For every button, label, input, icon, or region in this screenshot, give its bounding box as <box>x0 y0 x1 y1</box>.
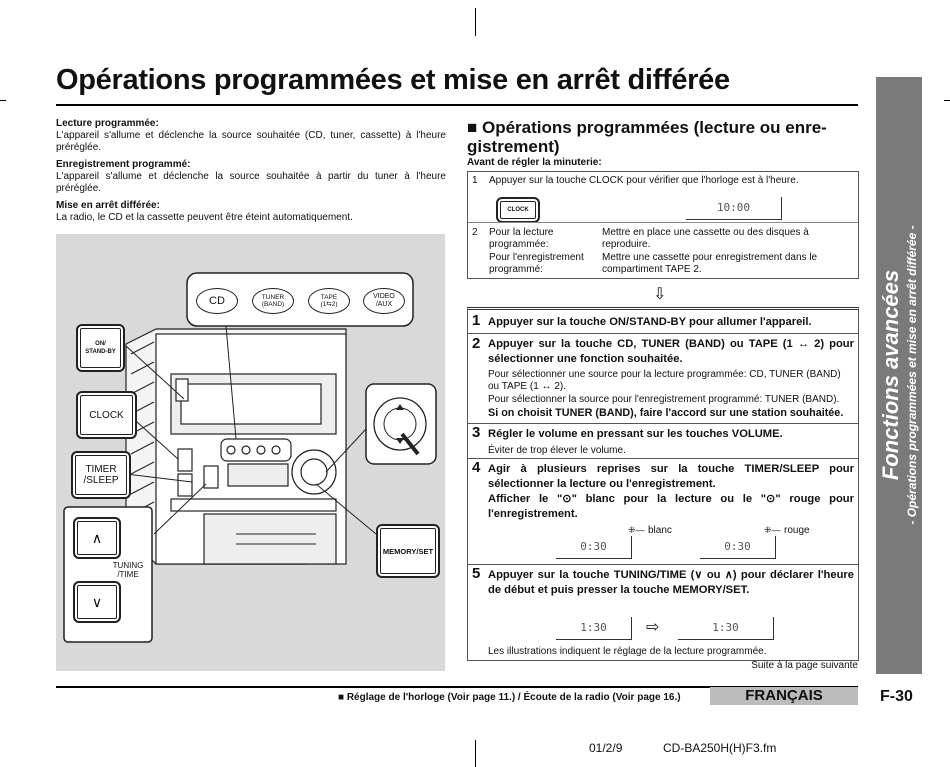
preparation-box <box>467 171 859 279</box>
step-divider <box>468 458 858 459</box>
lcd-start: 1:30 <box>556 617 632 640</box>
continued-note: Suite à la page suivante <box>751 660 858 671</box>
down-arrow-icon: ⇩ <box>653 286 667 303</box>
video-aux-button[interactable]: VIDEO /AUX <box>363 288 405 314</box>
crop-mark-bottom <box>475 740 476 767</box>
step-number: 3 <box>472 424 481 441</box>
before-label: Avant de régler la minuterie: <box>467 157 602 168</box>
crop-mark-top <box>475 8 476 36</box>
intro-heading: Enregistrement programmé: <box>56 159 191 170</box>
rec-label: Pour l'enregistrement programmé: <box>489 252 584 275</box>
intro-text: La radio, le CD et la cassette peuvent être éteint automatiquement. <box>56 212 353 223</box>
page-number: F-30 <box>880 688 913 705</box>
step-number: 5 <box>472 565 481 582</box>
step-bold-note: Si on choisit TUNER (BAND), faire l'accord sur une station souhaitée. <box>488 407 844 419</box>
step-divider <box>468 333 858 334</box>
label-red: rouge <box>784 525 810 536</box>
step-note: Pour sélectionner la source pour l'enregistrement programmé: TUNER (BAND). <box>488 394 840 405</box>
steps-box <box>467 307 859 661</box>
clock-button-small: CLOCK <box>496 197 540 223</box>
label-white: blanc <box>648 525 672 536</box>
intro-heading: Lecture programmée: <box>56 118 159 129</box>
step-note: Pour sélectionner une source pour la lecture programmée: CD, TUNER (BAND) ou TAPE (1 ↔ 2). <box>488 369 841 392</box>
step-number: 2 <box>472 335 481 352</box>
lcd-end: 1:30 <box>678 617 774 640</box>
footer-note: ■ Réglage de l'horloge (Voir page 11.) / Écoute de la radio (Voir page 16.) <box>338 692 681 703</box>
step-text: Régler le volume en pressant sur les touches VOLUME. <box>488 428 783 440</box>
timer-icon: ⁜— <box>628 525 645 535</box>
step-note: Les illustrations indiquent le réglage de la lecture programmée. <box>488 646 767 657</box>
step-note: Éviter de trop élever le volume. <box>488 445 626 456</box>
intro-heading: Mise en arrêt différée: <box>56 200 160 211</box>
step-divider <box>468 423 858 424</box>
cd-button[interactable]: CD <box>196 288 238 314</box>
step-number: 1 <box>472 312 481 329</box>
sidebar-text <box>878 75 920 675</box>
step-divider <box>468 564 858 565</box>
crop-mark-left <box>0 100 6 101</box>
page-title: Opérations programmées et mise en arrêt différée <box>56 64 730 96</box>
timer-icon: ⁜— <box>764 525 781 535</box>
title-rule <box>56 104 858 106</box>
stereo-illustration <box>56 234 445 671</box>
memory-set-button[interactable]: MEMORY/SET <box>376 524 440 578</box>
step-text: Appuyer sur la touche CD, TUNER (BAND) ou TAPE (1 ↔ 2) pour sélectionner une fonction souhaitée. <box>488 338 854 365</box>
chevron-down-icon: ∨ <box>91 593 103 610</box>
tuner-band-button[interactable]: TUNER (BAND) <box>252 288 294 314</box>
step-text: Appuyer sur la touche TUNING/TIME (∨ ou ∧) pour déclarer l'heure de début et puis presser la touche MEMORY/SET. <box>488 569 854 596</box>
timer-sleep-button[interactable]: TIMER /SLEEP <box>71 451 131 499</box>
step-text: Afficher le "⊙" blanc pour la lecture ou le "⊙" rouge pour l'enregistrement. <box>488 493 854 520</box>
sidebar-main: Fonctions avancées <box>878 269 903 481</box>
language-tab: FRANÇAIS <box>710 687 858 705</box>
chevron-up-icon: ∧ <box>91 529 103 546</box>
play-label: Pour la lecture programmée: <box>489 227 554 250</box>
step-text: Agir à plusieurs reprises sur la touche TIMER/SLEEP pour sélectionner la lecture ou l'enregistrement. <box>488 463 854 490</box>
intro <box>56 118 446 224</box>
on-standby-button[interactable]: ON/ STAND-BY <box>76 324 125 372</box>
step-number: 4 <box>472 459 481 476</box>
lcd-red: 0:30 <box>700 536 776 559</box>
rec-text: Mettre une cassette pour enregistrement dans le compartiment TAPE 2. <box>602 252 818 275</box>
section-heading: ■ Opérations programmées (lecture ou enre- gistrement) <box>467 118 827 156</box>
tape-button[interactable]: TAPE (1⇆2) <box>308 288 350 314</box>
intro-text: L'appareil s'allume et déclenche la source souhaitée (CD, tuner, cassette) à l'heure préréglée. <box>56 130 446 153</box>
lcd-white: 0:30 <box>556 536 632 559</box>
prep-number: 1 <box>472 175 478 186</box>
tuning-up-button[interactable] <box>73 517 121 559</box>
prep-number: 2 <box>472 227 478 238</box>
clock-button[interactable]: CLOCK <box>76 391 137 439</box>
print-date: 01/2/9 <box>589 741 623 755</box>
prep-item1: Appuyer sur la touche CLOCK pour vérifier que l'horloge est à l'heure. <box>489 175 799 186</box>
prep-divider <box>468 222 858 223</box>
step-text: Appuyer sur la touche ON/STAND-BY pour allumer l'appareil. <box>488 316 812 328</box>
tuning-time-label: TUNING /TIME <box>112 561 144 579</box>
clock-display: 10:00 <box>686 197 782 220</box>
play-text: Mettre en place une cassette ou des disques à reproduire. <box>602 227 809 250</box>
file-name: CD-BA250H(H)F3.fm <box>663 741 777 755</box>
intro-text: L'appareil s'allume et déclenche la source souhaitée à partir du tuner à l'heure préréglée. <box>56 171 446 194</box>
right-arrow-icon: ⇨ <box>646 619 660 636</box>
tuning-down-button[interactable] <box>73 581 121 623</box>
sidebar-sub: - Opérations programmées et mise en arrêt différée - <box>905 225 919 525</box>
crop-mark-right <box>944 100 950 101</box>
